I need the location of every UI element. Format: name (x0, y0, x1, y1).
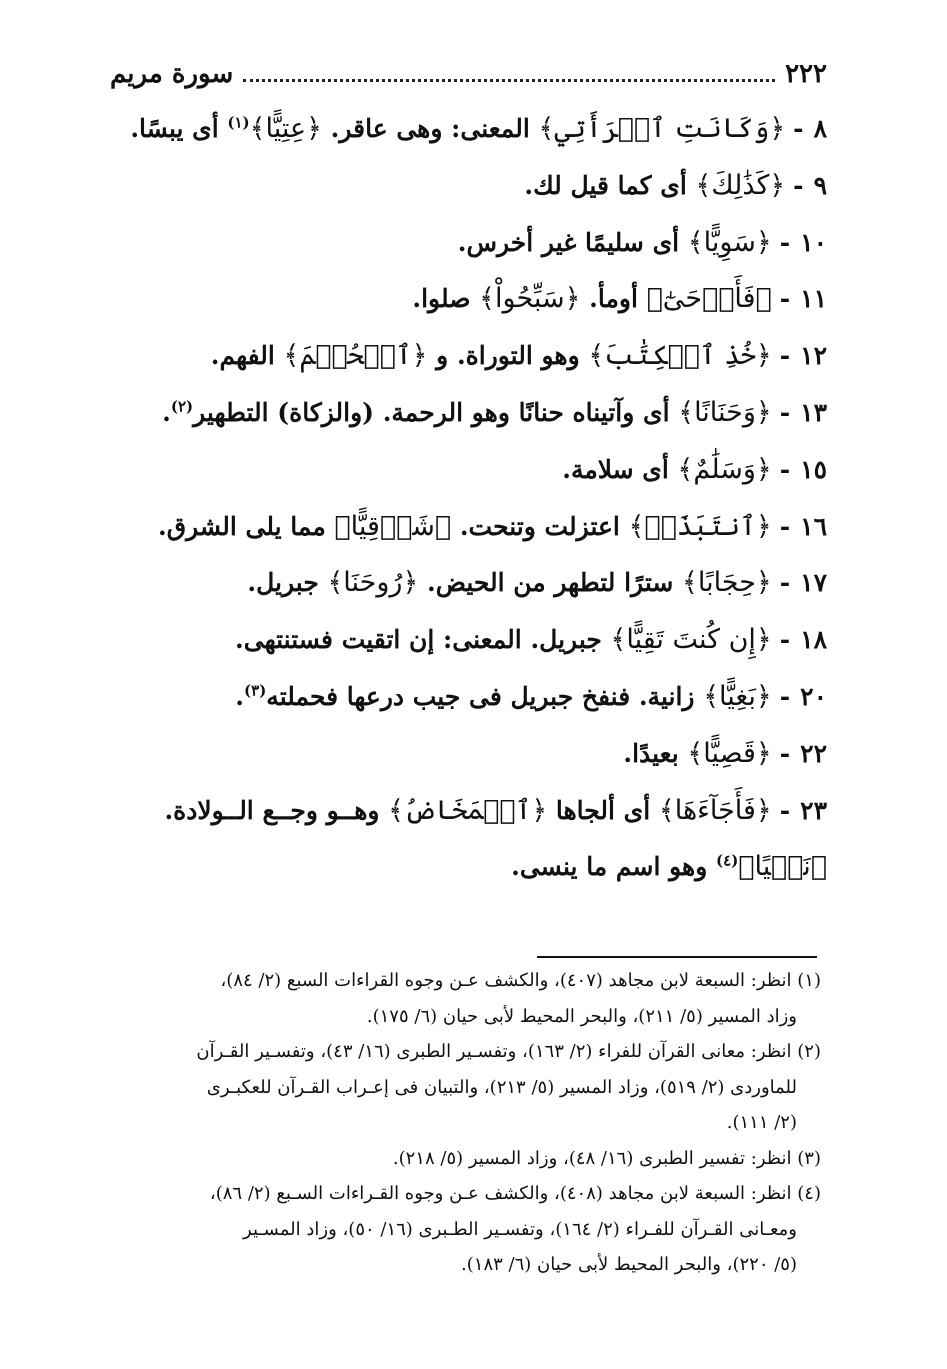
verse-number: ٢٣ (800, 795, 827, 825)
verse-number: ١١ (800, 284, 827, 314)
verse-number: ٨ (813, 114, 827, 143)
explanation-text: أى يبسًا. (130, 114, 228, 143)
explanation-text: وهو التوراة. و (427, 341, 589, 371)
quranic-term: ﴿فَأَجَآءَهَا﴾ (658, 794, 772, 826)
glossary-entry (95, 502, 827, 559)
glossary-entry (95, 104, 827, 161)
entry-dash: - (779, 568, 791, 598)
explanation-text: أومأ. (580, 284, 647, 314)
quranic-term: ﴿كَذَٰلِكَ﴾ (695, 169, 786, 201)
header-dotted-leader (243, 67, 775, 82)
verse-number: ١٣ (800, 397, 827, 427)
quranic-term: ﴿إِن كُنتَ تَقِيًّا﴾ (610, 624, 772, 656)
explanation-text: وهــو وجــع الــولادة. (164, 795, 389, 825)
glossary-entry (95, 445, 827, 502)
explanation-text: مما يلى الشرق. (158, 511, 335, 541)
explanation-text: اعتزلت وتنحت. (451, 511, 629, 541)
footnote-marker: (٣) (244, 681, 267, 700)
footnote-marker: (٤) (716, 852, 739, 871)
glossary-entry (95, 218, 827, 275)
explanation-text: أى ألجاها (547, 795, 659, 825)
footnote-line: (٤) انظر: السبعة لابن مجاهد (٤٠٨)، والكشف عـن وجوه القـراءات السـبع (٢/ ٨٦)، (209, 1183, 821, 1204)
footnote-line: (٢) انظر: معانى القرآن للفراء (٢/ ١٦٣)، وتفسـير الطبرى (١٦/ ٤٣)، وتفسـير القـرآن (196, 1041, 821, 1062)
entry-dash: - (779, 454, 791, 484)
glossary-entry (95, 161, 827, 218)
footnote-line: وزاد المسير (٥/ ٢١١)، والبحر المحيط لأبى حيان (٦/ ١٧٥). (366, 1005, 797, 1027)
entry-dash: - (779, 681, 791, 711)
glossary-entries (95, 104, 827, 899)
entry-dash: - (779, 511, 791, 541)
surah-title: سورة مريم (110, 59, 234, 89)
quranic-term: ﴿ٱلۡحُكۡمَ﴾ (283, 340, 428, 372)
explanation-text: جبريل. المعنى: إن اتقيت فستنتهى. (235, 625, 611, 655)
quranic-term: ﴿وَكَانَتِ ٱمۡرَأَتِي﴾ (538, 113, 786, 144)
entry-dash: - (779, 795, 791, 825)
glossary-entry (95, 786, 827, 843)
footnote-line: (١) انظر: السبعة لابن مجاهد (٤٠٧)، والكشف عـن وجوه القراءات السبع (٢/ ٨٤)، (220, 970, 821, 991)
footnote-line: (٣) انظر: تفسير الطبرى (١٦/ ٤٨)، وزاد المسير (٥/ ٢١٨). (392, 1147, 821, 1169)
quranic-term: ﴿ٱنتَبَذَتۡ﴾ (628, 510, 772, 542)
verse-number: ١٠ (800, 227, 827, 257)
glossary-entry (95, 388, 827, 445)
explanation-text: . (162, 397, 171, 427)
quranic-term: ﴿شَرۡقِيًّا﴾ (334, 510, 452, 542)
entry-dash: - (793, 114, 804, 143)
entry-dash: - (779, 738, 791, 768)
explanation-text: بعيدًا. (623, 738, 688, 768)
quranic-term: ﴿سَبِّحُواْ﴾ (479, 283, 581, 315)
footnote-marker: (٢) (170, 397, 194, 416)
footnote-line: (٢/ ١١١). (726, 1112, 797, 1133)
page-header (110, 52, 827, 96)
quranic-term: ﴿نَسۡيًا﴾ (738, 851, 827, 883)
explanation-text: . (235, 681, 245, 711)
explanation-text: صلوا. (412, 284, 480, 314)
quranic-term: ﴿عِتِيًّا﴾ (249, 113, 322, 144)
explanation-text: المعنى: وهى عاقر. (321, 114, 539, 143)
footnote-line: للماوردى (٢/ ٥١٩)، وزاد المسير (٥/ ٢١٣)، والتبيان فى إعـراب القـرآن للعكبـرى (206, 1076, 797, 1098)
glossary-entry (95, 842, 827, 899)
glossary-entry (95, 331, 827, 388)
verse-number: ١٨ (800, 625, 827, 655)
glossary-entry (95, 672, 827, 729)
verse-number: ١٦ (800, 511, 827, 541)
glossary-entry (95, 729, 827, 786)
explanation-text: أى كما قيل لك. (524, 170, 696, 200)
explanation-text: أى وآتيناه حنانًا وهو الرحمة. (والزكاة) التطهير (193, 397, 679, 427)
quranic-term: ﴿وَحَنَانًا﴾ (678, 396, 772, 428)
explanation-text: أى سليمًا غير أخرس. (457, 227, 688, 257)
page-number: ٢٢٢ (785, 59, 827, 89)
entry-dash: - (779, 397, 791, 427)
explanation-text: زانية. فنفخ جبريل فى جيب درعها فحملته (266, 681, 704, 711)
entry-dash: - (779, 341, 791, 371)
explanation-text: الفهم. (210, 341, 284, 371)
verse-number: ٢٠ (800, 681, 827, 711)
entry-dash: - (779, 284, 791, 314)
verse-number: ٢٢ (800, 738, 827, 768)
entry-dash: - (793, 170, 804, 200)
quranic-term: ﴿قَصِيًّا﴾ (687, 737, 772, 769)
footnote-marker: (١) (227, 113, 250, 132)
footnotes-section (78, 963, 821, 1283)
quranic-term: ﴿وَسَلَٰمٌ﴾ (677, 453, 772, 485)
footnote-line: ومعـانى القـرآن للفـراء (٢/ ١٦٤)، وتفسـير الطـبرى (١٦/ ٥٠)، وزاد المسـير (243, 1218, 797, 1240)
footnote-divider (537, 956, 817, 958)
quranic-term: ﴿بَغِيًّا﴾ (703, 680, 772, 712)
entry-dash: - (779, 625, 791, 655)
verse-number: ١٧ (800, 568, 827, 598)
quranic-term: ﴿حِجَابًا﴾ (682, 567, 772, 599)
glossary-entry (95, 615, 827, 672)
footnote-line: (٥/ ٢٢٠)، والبحر المحيط لأبى حيان (٦/ ١٨٣). (461, 1254, 797, 1275)
glossary-entry (95, 558, 827, 615)
glossary-entry (95, 274, 827, 331)
verse-number: ٩ (813, 170, 827, 200)
explanation-text: جبريل. (247, 568, 328, 598)
quranic-term: ﴿سَوِيًّا﴾ (687, 226, 772, 258)
explanation-text: سترًا لتطهر من الحيض. (418, 568, 683, 598)
verse-number: ١٥ (800, 454, 827, 484)
verse-number: ١٢ (800, 341, 827, 371)
explanation-text: وهو اسم ما ينسى. (511, 852, 717, 882)
entry-dash: - (779, 227, 791, 257)
quranic-term: ﴿فَأَوۡحَىٰٓ﴾ (646, 283, 772, 315)
quranic-term: ﴿ٱلۡمَخَاضُ﴾ (388, 794, 548, 826)
explanation-text: أى سلامة. (562, 454, 678, 484)
quranic-term: ﴿رُوحَنَا﴾ (327, 567, 419, 599)
quranic-term: ﴿خُذِ ٱلۡكِتَٰبَ﴾ (588, 340, 772, 372)
